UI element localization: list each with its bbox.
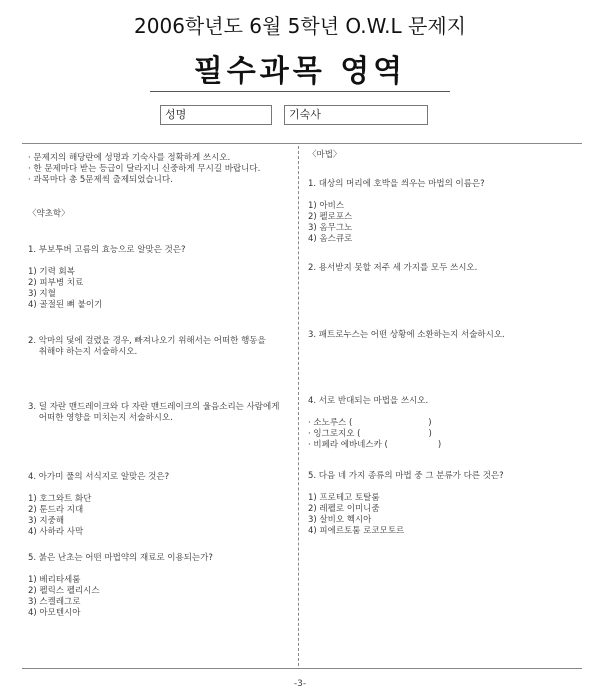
answer-option[interactable]: 2) 레펠로 이미니줌 (308, 504, 380, 514)
fill-in-close: ) (428, 418, 432, 428)
dorm-field[interactable]: 기숙사 (284, 105, 428, 125)
fill-in-prompt: · 소노루스 ( (308, 418, 353, 428)
title-divider (150, 91, 450, 92)
question-block (308, 396, 578, 451)
question-block (28, 402, 290, 424)
answer-option[interactable]: 3) 옴무그노 (308, 223, 353, 233)
answer-options (28, 575, 290, 619)
frame-bottom-rule (22, 668, 582, 669)
fill-in-close: ) (428, 429, 432, 439)
question-block (28, 336, 290, 358)
question-block (308, 471, 578, 537)
frame-top-rule (22, 143, 582, 144)
right-column (308, 150, 578, 537)
question-block (28, 553, 290, 619)
fill-in-prompt: · 잉그로지오 ( (308, 429, 361, 439)
answer-option[interactable]: 4) 옴스큐로 (308, 234, 353, 244)
answer-option[interactable]: 4) 아모텐시아 (28, 608, 81, 618)
question-block (28, 245, 290, 311)
answer-option[interactable]: 1) 기력 회복 (28, 267, 75, 277)
fill-in-close: ) (437, 440, 442, 450)
answer-option[interactable]: 4) 사하라 사막 (28, 527, 84, 537)
answer-option[interactable]: 4) 피에르토툼 로코모토르 (308, 526, 405, 536)
question-text: 4. 아가미 풀의 서식지로 알맞은 것은? (28, 472, 170, 482)
answer-option[interactable]: 3) 살비오 헥시아 (308, 515, 372, 525)
answer-options (28, 494, 290, 538)
header-title: 2006학년도 6월 5학년 O.W.L 문제지 (134, 14, 466, 38)
question-text: 2. 용서받지 못할 저주 세 가지를 모두 쓰시오. (308, 263, 478, 273)
question-text: 1. 대상의 머리에 호박을 씌우는 마법의 이름은? (308, 179, 485, 189)
answer-option[interactable]: 1) 베리타세룸 (28, 575, 81, 585)
answer-options (308, 201, 578, 245)
question-text: 4. 서로 반대되는 마법을 쓰시오. (308, 396, 429, 406)
question-text: 3. 패트로누스는 어떤 상황에 소환하는지 서술하시오. (308, 330, 505, 340)
question-text: 2. 악마의 덫에 걸렸을 경우, 빠져나오기 위해서는 어떠한 행동을 취해야 하는지 서술하시오. (28, 336, 266, 357)
question-block (308, 263, 578, 274)
answer-option[interactable]: 2) 피부병 치료 (28, 278, 84, 288)
question-block (28, 472, 290, 538)
question-text: 1. 부보투버 고름의 효능으로 알맞은 것은? (28, 245, 186, 255)
question-block (308, 179, 578, 245)
instruction-note: · 과목마다 총 5문제씩 출제되었습니다. (28, 175, 173, 185)
fill-in-row (308, 418, 578, 429)
answer-option[interactable]: 1) 프로테고 토탈룸 (308, 493, 380, 503)
fill-in-prompt: · 비페라 에바네스카 ( (308, 440, 388, 450)
answer-option[interactable]: 1) 호그와트 화단 (28, 494, 92, 504)
instruction-note: · 한 문제마다 받는 등급이 달라지니 신중하게 무시길 바랍니다. (28, 164, 261, 174)
question-block (308, 330, 578, 341)
question-text: 3. 덜 자란 맨드레이크와 다 자란 맨드레이크의 울음소리는 사람에게 어떠한 영향을 미치는지 서술하시오. (28, 402, 280, 423)
section-label-herbology: 〈약초학〉 (28, 209, 70, 219)
answer-option[interactable]: 2) 펠로포스 (308, 212, 353, 222)
subject-title: 필수과목 영역 (193, 54, 407, 89)
left-column (28, 150, 290, 619)
answer-option[interactable]: 3) 지혈 (28, 289, 56, 299)
name-field[interactable]: 성명 (160, 105, 272, 125)
column-divider (298, 146, 299, 666)
fill-in-row (308, 440, 578, 451)
question-text: 5. 다음 네 가지 종류의 마법 중 그 분류가 다른 것은? (308, 471, 504, 481)
fill-in-list (308, 418, 578, 451)
answer-option[interactable]: 2) 펠릭스 펠리시스 (28, 586, 100, 596)
answer-option[interactable]: 4) 골절된 뼈 붙이기 (28, 300, 103, 310)
page-number: -3- (293, 679, 307, 689)
instructions (28, 153, 290, 186)
section-label-magic: 〈마법〉 (308, 150, 342, 160)
answer-option[interactable]: 3) 지중해 (28, 516, 65, 526)
answer-options (28, 267, 290, 311)
answer-options (308, 493, 578, 537)
answer-option[interactable]: 3) 스켈레그로 (28, 597, 81, 607)
question-text: 5. 붉은 난초는 어떤 마법약의 재료로 이용되는가? (28, 553, 213, 563)
fill-in-row (308, 429, 578, 440)
instruction-note: · 문제지의 해당란에 성명과 기숙사를 정확하게 쓰시오. (28, 153, 231, 163)
answer-option[interactable]: 2) 툰드라 지대 (28, 505, 84, 515)
answer-option[interactable]: 1) 아비스 (308, 201, 345, 211)
